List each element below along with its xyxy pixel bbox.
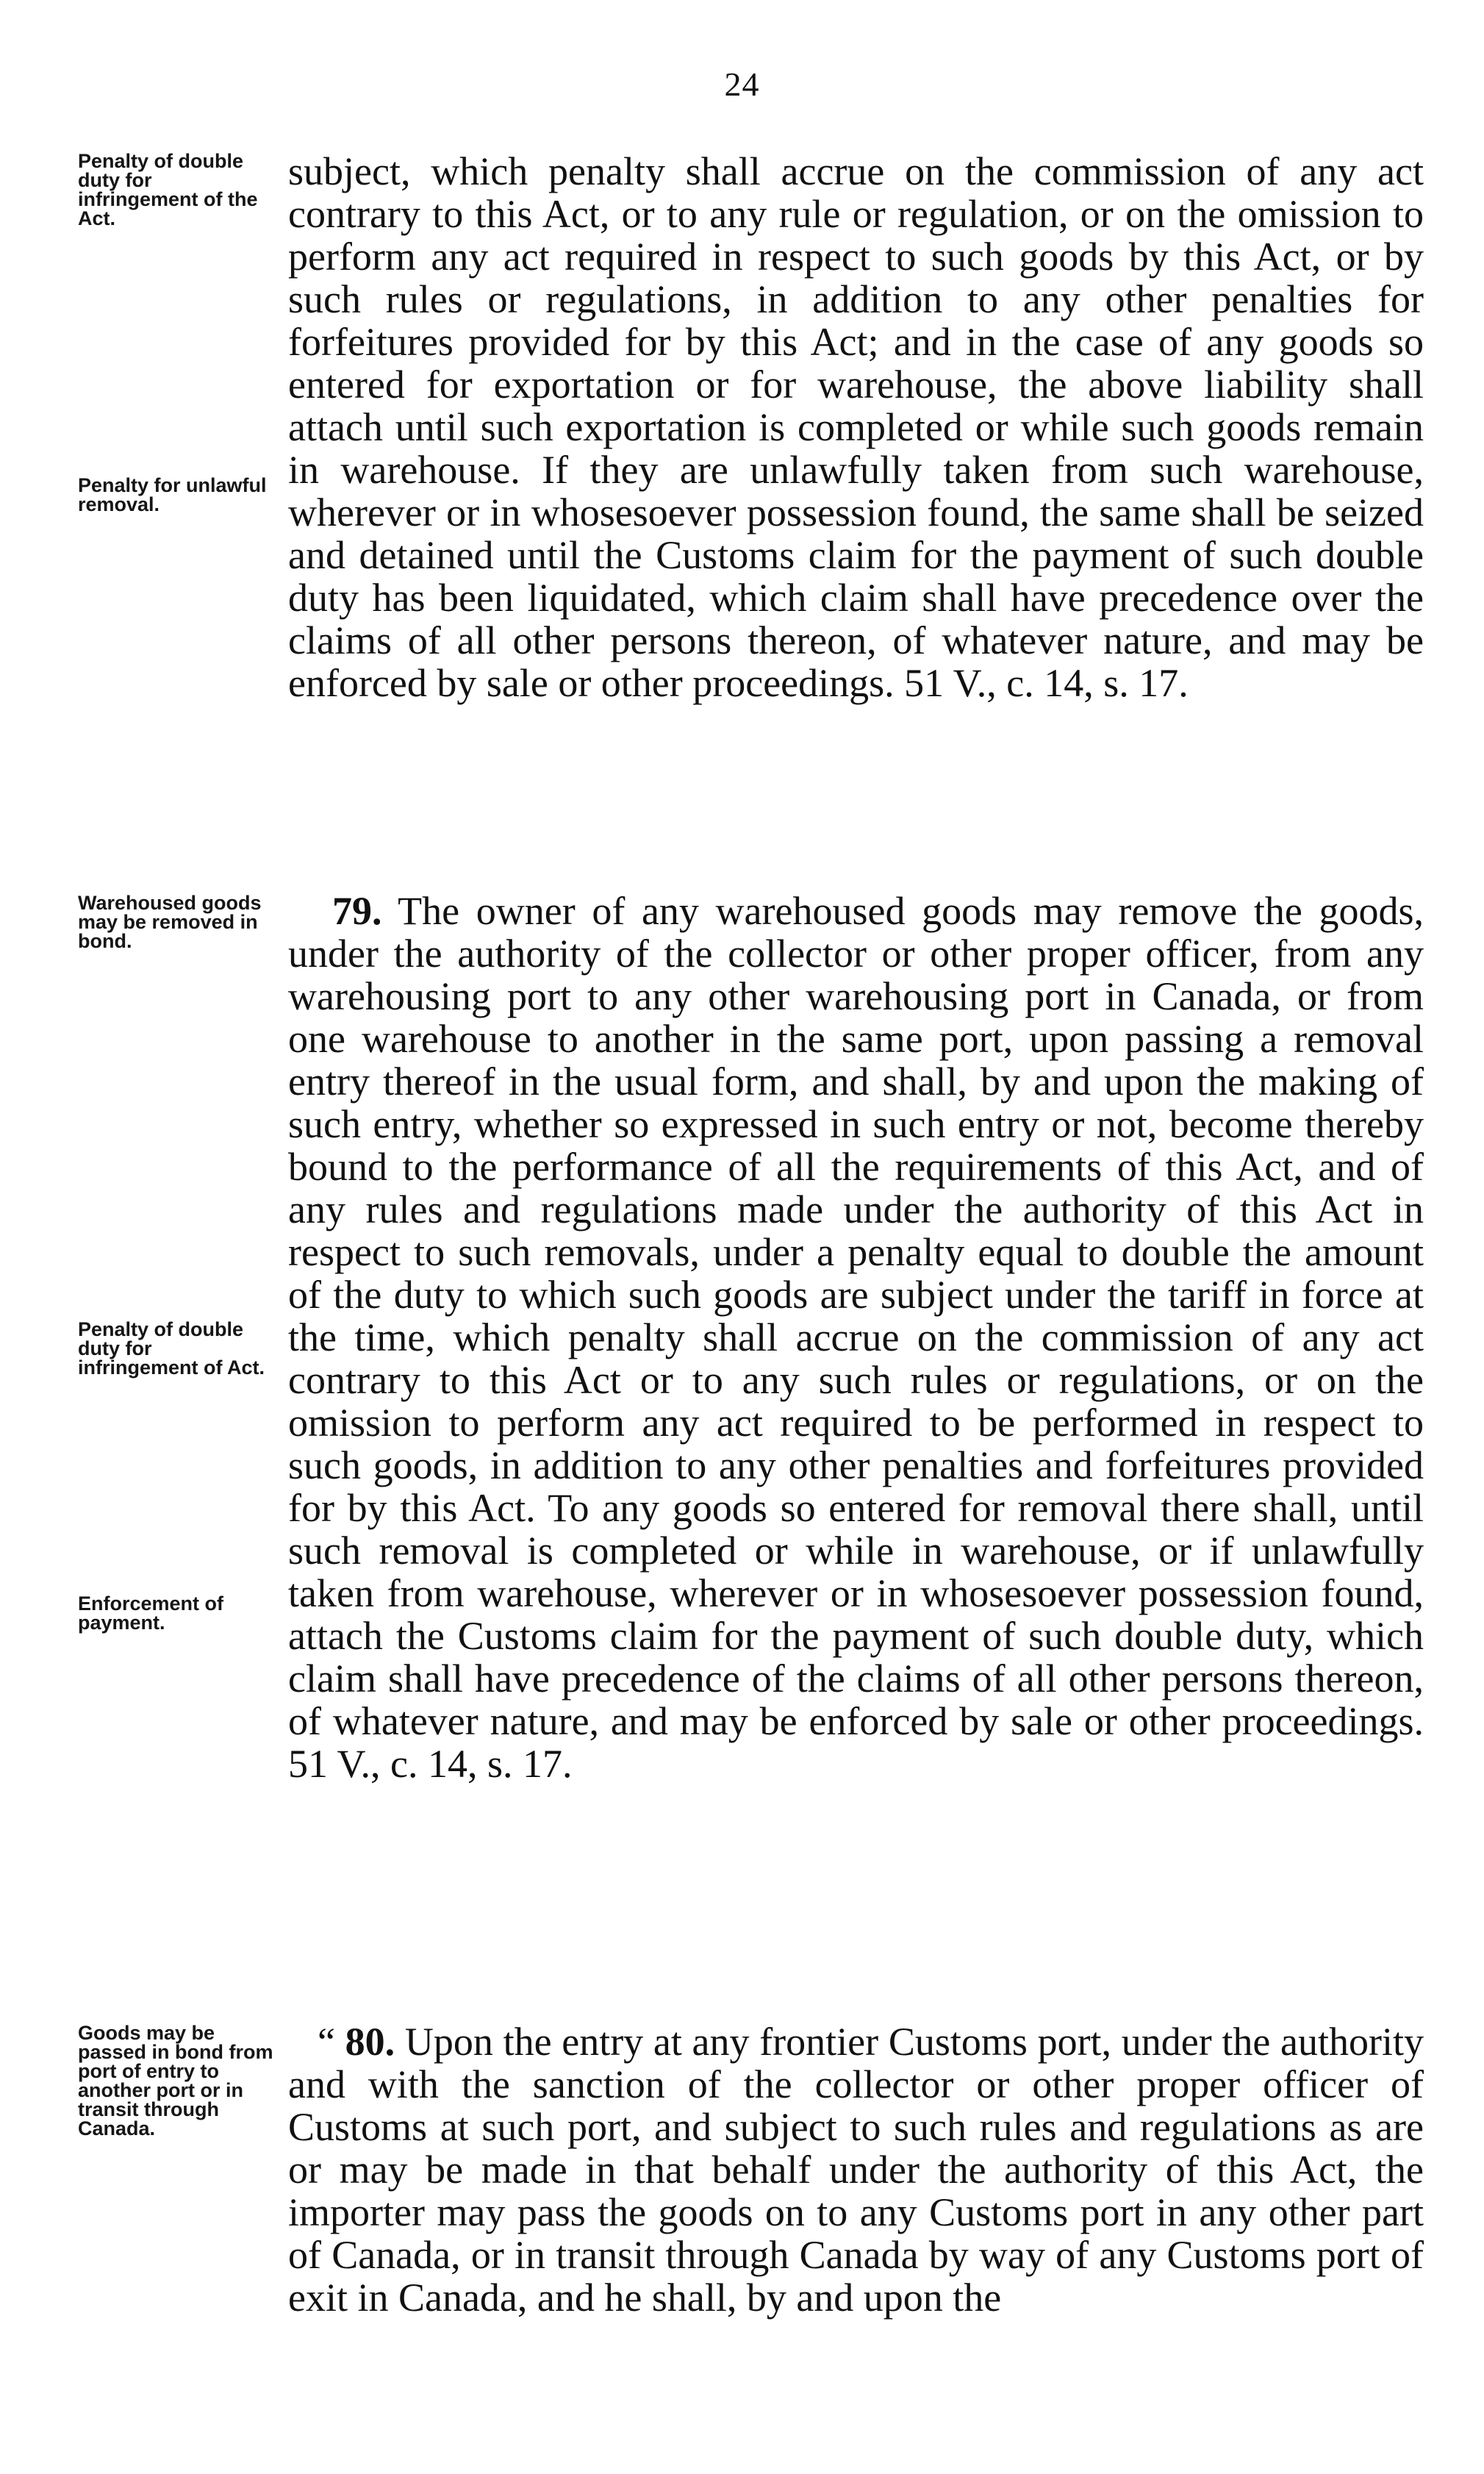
- margin-note-penalty-double-duty: Penalty of double duty for infringement of Act.: [78, 1318, 265, 1379]
- page-number: 24: [724, 65, 760, 103]
- paragraph-section-80: [288, 2020, 1424, 2319]
- section-number-79: 79.: [332, 889, 382, 933]
- margin-note-goods-in-bond: Goods may be passed in bond from port of entry to another port or in transit through Canada.: [78, 2022, 273, 2139]
- paragraph-section-79: [288, 890, 1424, 1785]
- paragraph-section-78-end: subject, which penalty shall accrue on the commission of any act contrary to this Act, or to any rule or regulation, or on the omission to perform any act required in respect to such goods by this Act, or by such rules or regulations, in addition to any other penalties for forfeitures provided for by this Act; and in the case of any goods so entered for exportation or for warehouse, the above liability shall attach until such exportation is completed or while such goods remain in warehouse. If they are unlawfully taken from such warehouse, wherever or in whosesoever possession found, the same shall be seized and detained until the Customs claim for the payment of such double duty has been liquidated, which claim shall have precedence over the claims of all other persons thereon, of whatever nature, and may be enforced by sale or other proceedings. 51 V., c. 14, s. 17.: [288, 149, 1424, 705]
- section-79-text: The owner of any warehoused goods may remove the goods, under the authority of the collector or other proper officer, from any warehousing port to any other warehousing port in Canada, or from one warehouse to another in the same port, upon passing a removal entry thereof in the usual form, and shall, by and upon the making of such entry, whether so expressed in such entry or not, become thereby bound to the performance of all the requirements of this Act, and of any rules and regulations made under the authority of this Act in respect to such removals, under a penalty equal to double the amount of the duty to which such goods are subject under the tariff in force at the time, which penalty shall accrue on the commission of any act contrary to this Act or to any such rules or regulations, or on the omission to perform any act required to be performed in respect to such goods, in addition to any other penalties and forfeitures provided for by this Act. To any goods so entered for removal there shall, until such removal is completed or while in warehouse, or if unlawfully taken from warehouse, wherever or in whosesoever possession found, attach the Customs claim for the payment of such double duty, which claim shall have precedence of the claims of all other persons thereon, of whatever nature, and may be enforced by sale or other proceedings. 51 V., c. 14, s. 17.: [288, 889, 1424, 1786]
- open-quote: “: [318, 2020, 335, 2064]
- section-80-text: Upon the entry at any frontier Customs port, under the authority and with the sanction of the collector or other proper officer of Customs at such port, and subject to such rules and regulations as are or may be made in that behalf under the authority of this Act, the importer may pass the goods on to any Customs port in any other part of Canada, or in transit through Canada by way of any Customs port of exit in Canada, and he shall, by and upon the: [288, 2020, 1424, 2320]
- margin-note-enforcement-of-payment: Enforcement of payment.: [78, 1592, 224, 1634]
- margin-note-unlawful-removal: Penalty for unlawful removal.: [78, 474, 267, 515]
- section-number-80: 80.: [345, 2020, 395, 2064]
- margin-note-warehoused-goods: Warehoused goods may be removed in bond.: [78, 892, 262, 952]
- margin-note-double-duty: Penalty of double duty for infringement of the Act.: [78, 150, 258, 229]
